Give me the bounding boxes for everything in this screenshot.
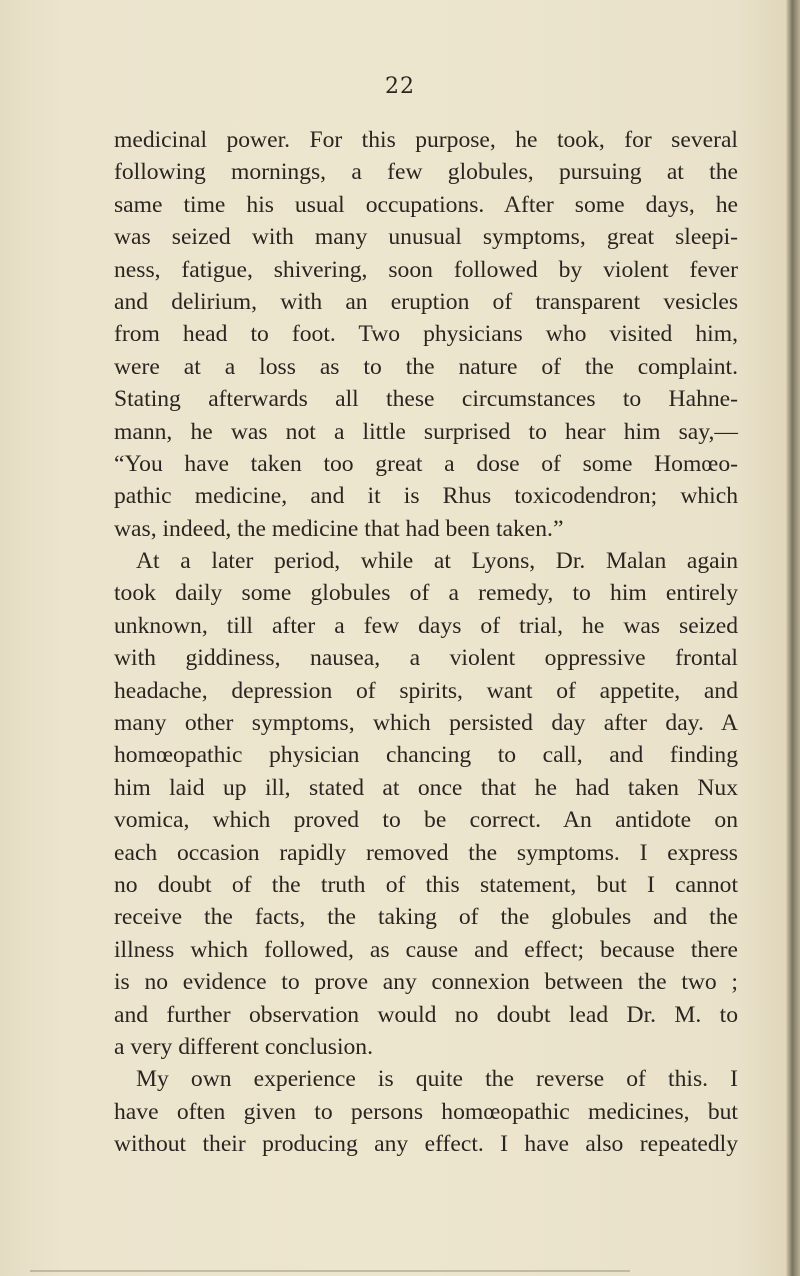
text-line: homœopathic physician chancing to call, and finding — [114, 742, 738, 769]
text-line: is no evidence to prove any connexion between the two ; — [114, 969, 738, 996]
text-line: Stating afterwards all these circumstances to Hahne- — [114, 386, 738, 413]
text-line: a very different conclusion. — [114, 1033, 374, 1060]
text-line: each occasion rapidly removed the symptoms. I express — [114, 839, 738, 866]
text-line: unknown, till after a few days of trial, he was seized — [114, 612, 738, 639]
text-line: illness which followed, as cause and effect; because there — [114, 936, 738, 963]
text-line: without their producing any effect. I have also repeatedly — [114, 1131, 738, 1158]
text-line: vomica, which proved to be correct. An antidote on — [114, 807, 738, 834]
bottom-rule — [30, 1270, 630, 1272]
text-line: “You have taken too great a dose of some Homœo- — [114, 450, 738, 477]
text-line: was seized with many unusual symptoms, great sleepi- — [114, 224, 738, 251]
text-line: with giddiness, nausea, a violent oppressive frontal — [114, 645, 738, 672]
page-number: 22 — [385, 74, 415, 99]
text-line: and delirium, with an eruption of transparent vesicles — [114, 288, 738, 315]
body-text — [114, 124, 738, 1161]
text-line: same time his usual occupations. After some days, he — [114, 191, 738, 218]
page-edge-shadow — [786, 0, 800, 1276]
text-line: My own experience is quite the reverse of this. I — [136, 1066, 738, 1093]
text-line: took daily some globules of a remedy, to him entirely — [114, 580, 738, 607]
text-line: no doubt of the truth of this statement, but I cannot — [114, 871, 738, 898]
text-line: him laid up ill, stated at once that he had taken Nux — [114, 774, 738, 801]
text-line: many other symptoms, which persisted day after day. A — [114, 710, 738, 737]
text-line: have often given to persons homœopathic medicines, but — [114, 1098, 738, 1125]
text-line: were at a loss as to the nature of the complaint. — [114, 353, 738, 380]
text-line: following mornings, a few globules, pursuing at the — [114, 159, 738, 186]
text-line: from head to foot. Two physicians who visited him, — [114, 321, 738, 348]
text-line: pathic medicine, and it is Rhus toxicodendron; which — [114, 483, 738, 510]
text-line: mann, he was not a little surprised to hear him say,— — [114, 418, 738, 445]
text-line: ness, fatigue, shivering, soon followed by violent fever — [114, 256, 738, 283]
text-line: was, indeed, the medicine that had been taken.” — [114, 515, 564, 542]
text-line: headache, depression of spirits, want of appetite, and — [114, 677, 738, 704]
text-line: At a later period, while at Lyons, Dr. Malan again — [136, 548, 738, 575]
text-line: receive the facts, the taking of the globules and the — [114, 904, 738, 931]
text-line: and further observation would no doubt lead Dr. M. to — [114, 1001, 738, 1028]
text-line: medicinal power. For this purpose, he took, for several — [114, 127, 738, 153]
